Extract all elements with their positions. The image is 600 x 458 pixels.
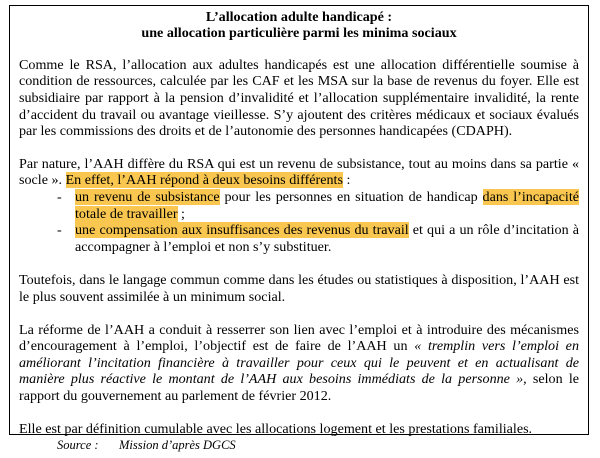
highlight-compensation: une compensation aux insuffisances des revenus du travail: [75, 222, 409, 239]
paragraph-rsa-comparison: Comme le RSA, l’allocation aux adultes handicapés est une allocation différentielle soumise à condition de ressources, calculée par les CAF et les MSA sur la base de revenus du foyer. Elle est subsidiaire par rapport à la pension d’invalidité et l’allocation supplémentaire invalidité, la rente d’accident du travail ou avantage vieillesse. S’y ajoutent des critères médicaux et sociaux évalués par les commissions des droits et de l’autonomie des personnes handicapées (CDAPH).: [19, 56, 579, 140]
title-line-1: L’allocation adulte handicapé :: [205, 9, 393, 25]
document-title: [19, 9, 579, 42]
paragraph-nature-end: :: [342, 172, 351, 189]
highlight-subsistence: un revenu de subsistance: [75, 188, 220, 205]
paragraph-reform: [19, 322, 579, 405]
needs-list: [19, 189, 579, 255]
list-item: [19, 222, 579, 255]
bullet-text: et qui a un rôle d’incitation à accompagner à l’emploi et non s’y substituer.: [75, 222, 579, 255]
paragraph-reform-end: , selon le rapport du gouvernement au parlement de février 2012.: [19, 371, 579, 404]
paragraph-cumulative: Elle est par définition cumulable avec les allocations logement et les prestations familiales.: [19, 420, 533, 437]
source-text: Mission d’après DGCS: [119, 438, 236, 452]
paragraph-nature: [19, 156, 579, 189]
document-box: [9, 5, 589, 435]
bullet-dash: -: [57, 222, 62, 239]
source-label: Source :: [57, 438, 99, 452]
bullet-end: ;: [177, 205, 185, 222]
paragraph-reform-text: La réforme de l’AAH a conduit à resserrer son lien avec l’emploi et à introduire des mécanismes d’encouragement à l’emploi, l’objectif est de faire de l’AAH un: [19, 321, 579, 355]
highlight-incapacity: dans l’incapacité totale de travailler: [75, 188, 579, 222]
paragraph-minimum-social: Toutefois, dans le langage commun comme dans les études ou statistiques à disposition, l’AAH est le plus souvent assimilée à un minimum social.: [19, 272, 579, 305]
paragraph-nature-text: Par nature, l’AAH diffère du RSA qui est un revenu de subsistance, tout au moins dans sa partie « socle ».: [19, 155, 579, 189]
title-line-2: une allocation particulière parmi les minima sociaux: [141, 25, 457, 42]
bullet-text: pour les personnes en situation de handicap: [219, 188, 483, 205]
list-item: [19, 189, 579, 222]
bullet-dash: -: [57, 188, 62, 205]
reform-quote: « tremplin vers l’emploi en améliorant l’incitation financière à travailler pour ceux qui le peuvent et en actualisant de manière plus réactive le montant de l’AAH aux besoins immédiats de la personne »: [19, 338, 579, 388]
highlight-two-needs: En effet, l’AAH répond à deux besoins différents: [65, 172, 343, 189]
source-note: [57, 438, 236, 453]
